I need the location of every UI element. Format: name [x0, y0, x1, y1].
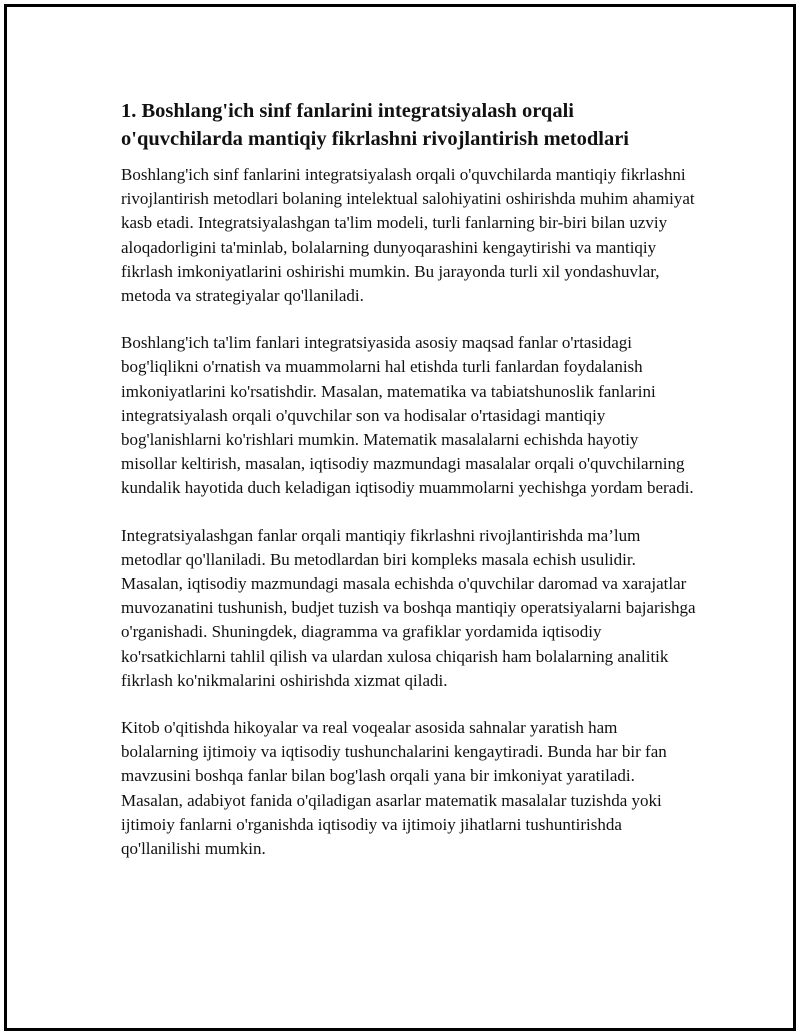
paragraph-3: Integratsiyalashgan fanlar orqali mantiqiy fikrlashni rivojlantirishda ma’lum metodlar qo'llaniladi. Bu metodlardan biri kompleks masala echish usulidir. Masalan, iqtisodiy mazmundagi masala echishda o'quvchilar daromad va xarajatlar muvozanatini tushunish, budjet tuzish va boshqa mantiqiy operatsiyalarni bajarishga o'rganishadi. Shuningdek, diagramma va grafiklar yordamida iqtisodiy ko'rsatkichlarni tahlil qilish va ulardan xulosa chiqarish ham bolalarning analitik fikrlash ko'nikmalarini oshirishda xizmat qiladi. — [121, 525, 696, 690]
section-title: 1. Boshlang'ich sinf fanlarini integratsiyalash orqali o'quvchilarda mantiqiy fikrlashni rivojlantirish metodlari — [121, 100, 629, 150]
paragraph-2: Boshlang'ich ta'lim fanlari integratsiyasida asosiy maqsad fanlar o'rtasidagi bog'liqlikni o'rnatish va muammolarni hal etishda turli fanlardan foydalanish imkoniyatlarini ko'rsatishdir. Masalan, matematika va tabiatshunoslik fanlarini integratsiyalash orqali o'quvchilar son va hodisalar o'rtasidagi mantiqiy bog'lanishlarni ko'rishlari mumkin. Matematik masalalarni echishda hayotiy misollar keltirish, masalan, iqtisodiy mazmundagi masalalar orqali o'quvchilarning kundalik hayotida duch keladigan iqtisodiy muammolarni yechishga yordam beradi. — [121, 333, 694, 498]
paragraph-4: Kitob o'qitishda hikoyalar va real voqealar asosida sahnalar yaratish ham bolalarning ijtimoiy va iqtisodiy tushunchalarini kengaytiradi. Bunda har bir fan mavzusini boshqa fanlar bilan bog'lash orqali yana bir imkoniyat yaratiladi. Masalan, adabiyot fanida o'qiladigan asarlar matematik masalalar tuzishda yoki ijtimoiy fanlarni o'rganishda iqtisodiy va ijtimoiy jihatlarni tushuntirishda qo'llanilishi mumkin. — [121, 718, 667, 859]
document-page — [4, 4, 796, 1031]
document-body — [121, 97, 697, 884]
paragraph-1: Boshlang'ich sinf fanlarini integratsiyalash orqali o'quvchilarda mantiqiy fikrlashni rivojlantirish metodlari bolaning intelektual salohiyatini oshirishda muhim ahamiyat kasb etadi. Integratsiyalashgan ta'lim modeli, turli fanlarning bir-biri bilan uzviy aloqadorligini ta'minlab, bolalarning dunyoqarashini kengaytirishi va mantiqiy fikrlash imkoniyatlarini oshirishi mumkin. Bu jarayonda turli xil yondashuvlar, metoda va strategiyalar qo'llaniladi. — [121, 165, 695, 306]
